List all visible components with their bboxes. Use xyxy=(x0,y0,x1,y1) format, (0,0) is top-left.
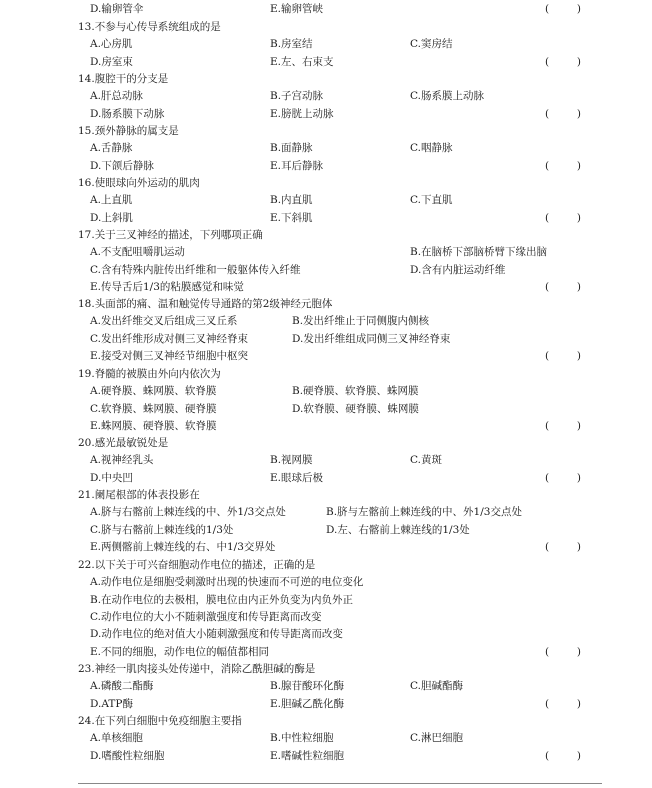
answer-option: D.上斜肌 xyxy=(90,211,133,224)
question-stem: 22.以下关于可兴奋细胞动作电位的描述，正确的是 xyxy=(78,559,316,571)
answer-option: A.舌静脉 xyxy=(90,142,133,155)
answer-option: E.两侧髂前上棘连线的右、中1/3交界处 xyxy=(90,540,276,553)
question-stem: 13.不参与心传导系统组成的是 xyxy=(78,21,221,33)
answer-option: B.房室结 xyxy=(270,38,313,51)
bottom-rule xyxy=(78,783,602,784)
answer-option: B.腺苷酸环化酶 xyxy=(270,680,345,693)
question-line xyxy=(0,36,652,53)
answer-option: E.嗜碱性粒细胞 xyxy=(270,749,345,762)
answer-option: E.蛛网膜、硬脊膜、软脊膜 xyxy=(90,419,217,432)
answer-option: C.含有特殊内脏传出纤维和一般躯体传入纤维 xyxy=(90,263,301,276)
question-line xyxy=(0,730,652,747)
bracket-open: ( xyxy=(545,280,550,293)
question-line xyxy=(0,383,652,400)
question-line xyxy=(0,313,652,330)
answer-option: E.下斜肌 xyxy=(270,211,313,224)
bracket-open: ( xyxy=(545,749,550,762)
answer-option: B.内直肌 xyxy=(270,194,313,207)
answer-option: B.脐与左髂前上棘连线的中、外1/3交点处 xyxy=(326,506,522,519)
answer-option: C.肠系膜上动脉 xyxy=(410,90,484,103)
answer-option: A.磷酸二酯酶 xyxy=(90,680,154,693)
question-line xyxy=(0,19,652,36)
question-line xyxy=(0,227,652,244)
answer-option: C.发出纤维形成对侧三叉神经脊束 xyxy=(90,332,248,345)
answer-option: C.淋巴细胞 xyxy=(410,732,463,745)
question-line xyxy=(0,348,652,365)
question-stem: 18.头面部的痛、温和触觉传导通路的第2级神经元胞体 xyxy=(78,298,333,310)
answer-option: B.中性粒细胞 xyxy=(270,732,334,745)
question-line xyxy=(0,262,652,279)
question-line xyxy=(0,418,652,435)
bracket-close: ) xyxy=(576,211,581,224)
question-line xyxy=(0,452,652,469)
answer-option: B.子宫动脉 xyxy=(270,90,324,103)
bracket-close: ) xyxy=(576,280,581,293)
answer-option: B.硬脊膜、软脊膜、蛛网膜 xyxy=(292,385,419,398)
answer-option: D.发出纤维组成同侧三叉神经脊束 xyxy=(292,332,451,345)
answer-option: E.传导舌后1/3的粘膜感觉和味觉 xyxy=(90,280,244,293)
question-line xyxy=(0,644,652,661)
answer-option: B.在脑桥下部脑桥臂下缘出脑 xyxy=(410,246,548,259)
answer-option: D.软脊膜、硬脊膜、蛛网膜 xyxy=(292,402,419,415)
answer-option: A.视神经乳头 xyxy=(90,454,154,467)
answer-option: C.下直肌 xyxy=(410,194,453,207)
answer-option: E.眼球后极 xyxy=(270,471,324,484)
answer-option: A.不支配咀嚼肌运动 xyxy=(90,246,185,259)
answer-option: A.脐与右髂前上棘连线的中、外1/3交点处 xyxy=(90,506,286,519)
answer-option: E.膀胱上动脉 xyxy=(270,107,334,120)
answer-option: E.不同的细胞，动作电位的幅值都相同 xyxy=(90,645,270,658)
question-line xyxy=(0,88,652,105)
answer-option: A.硬脊膜、蛛网膜、软脊膜 xyxy=(90,385,217,398)
question-line xyxy=(0,366,652,383)
question-line xyxy=(0,401,652,418)
answer-option: E.左、右束支 xyxy=(270,55,334,68)
question-line xyxy=(0,192,652,209)
bracket-open: ( xyxy=(545,211,550,224)
question-stem: 17.关于三叉神经的描述，下列哪项正确 xyxy=(78,229,263,241)
question-line xyxy=(0,296,652,313)
question-line xyxy=(0,574,652,591)
answer-option: D.左、右髂前上棘连线的1/3处 xyxy=(326,523,470,536)
answer-option: E.接受对侧三叉神经节细胞中枢突 xyxy=(90,349,249,362)
question-stem: 19.脊髓的被膜由外向内依次为 xyxy=(78,368,221,380)
question-line xyxy=(0,331,652,348)
answer-option: B.在动作电位的去极相，膜电位由内正外负变为内负外正 xyxy=(90,593,354,606)
question-line xyxy=(0,678,652,695)
bracket-open: ( xyxy=(545,540,550,553)
question-stem: 21.阑尾根部的体表投影在 xyxy=(78,489,200,501)
question-line xyxy=(0,592,652,609)
bracket-close: ) xyxy=(576,645,581,658)
question-line xyxy=(0,123,652,140)
bracket-open: ( xyxy=(545,3,550,15)
bracket-close: ) xyxy=(576,349,581,362)
question-line xyxy=(0,522,652,539)
answer-option: D.肠系膜下动脉 xyxy=(90,107,165,120)
answer-option: D.ATP酶 xyxy=(90,697,133,710)
bracket-close: ) xyxy=(576,55,581,68)
bracket-close: ) xyxy=(576,471,581,484)
bracket-open: ( xyxy=(545,107,550,120)
question-stem: 14.腹腔干的分支是 xyxy=(78,73,169,85)
question-line xyxy=(0,244,652,261)
answer-option: B.视网膜 xyxy=(270,454,313,467)
question-line xyxy=(0,748,652,765)
question-line xyxy=(0,175,652,192)
question-line xyxy=(0,140,652,157)
question-line xyxy=(0,626,652,643)
question-line xyxy=(0,661,652,678)
answer-option: C.脐与右髂前上棘连线的1/3处 xyxy=(90,523,234,536)
answer-option: D.房室束 xyxy=(90,55,133,68)
bracket-open: ( xyxy=(545,349,550,362)
question-stem: 23.神经一肌肉接头处传递中，消除乙酰胆碱的酶是 xyxy=(78,663,316,675)
bracket-close: ) xyxy=(576,419,581,432)
question-line xyxy=(0,487,652,504)
question-line xyxy=(0,1,652,18)
answer-option: C.窦房结 xyxy=(410,38,453,51)
answer-option: C.动作电位的大小不随刺激强度和传导距离而改变 xyxy=(90,610,322,623)
answer-option: A.肝总动脉 xyxy=(90,90,143,103)
bracket-open: ( xyxy=(545,697,550,710)
answer-option: E.胆碱乙酰化酶 xyxy=(270,697,345,710)
answer-option: A.单核细胞 xyxy=(90,732,143,745)
question-line xyxy=(0,435,652,452)
question-line xyxy=(0,557,652,574)
question-line xyxy=(0,696,652,713)
question-line xyxy=(0,713,652,730)
question-stem: 20.感光最敏锐处是 xyxy=(78,437,169,449)
question-line xyxy=(0,158,652,175)
question-line xyxy=(0,106,652,123)
answer-option: C.咽静脉 xyxy=(410,142,453,155)
bracket-open: ( xyxy=(545,55,550,68)
answer-option: D.中央凹 xyxy=(90,471,133,484)
bracket-close: ) xyxy=(576,3,581,15)
question-line xyxy=(0,279,652,296)
answer-option: B.发出纤维止于同侧腹内侧核 xyxy=(292,315,430,328)
question-line xyxy=(0,539,652,556)
question-line xyxy=(0,210,652,227)
bracket-open: ( xyxy=(545,471,550,484)
answer-option: C.黄斑 xyxy=(410,454,442,467)
answer-option: D.含有内脏运动纤维 xyxy=(410,263,506,276)
answer-option: D.下颌后静脉 xyxy=(90,159,154,172)
answer-option: E.耳后静脉 xyxy=(270,159,324,172)
bracket-open: ( xyxy=(545,645,550,658)
question-stem: 24.在下列白细胞中免疫细胞主要指 xyxy=(78,715,242,727)
question-line xyxy=(0,504,652,521)
question-stem: 16.使眼球向外运动的肌肉 xyxy=(78,177,200,189)
answer-option: B.面静脉 xyxy=(270,142,313,155)
question-line xyxy=(0,54,652,71)
bracket-close: ) xyxy=(576,749,581,762)
question-line xyxy=(0,609,652,626)
answer-option: C.软脊膜、蛛网膜、硬脊膜 xyxy=(90,402,217,415)
answer-option: E.输卵管峡 xyxy=(270,3,324,15)
bracket-close: ) xyxy=(576,540,581,553)
bracket-close: ) xyxy=(576,107,581,120)
question-line xyxy=(0,470,652,487)
answer-option: A.发出纤维交叉后组成三叉丘系 xyxy=(90,315,238,328)
bracket-close: ) xyxy=(576,697,581,710)
question-stem: 15.颈外静脉的属支是 xyxy=(78,125,179,137)
answer-option: D.动作电位的绝对值大小随刺激强度和传导距离而改变 xyxy=(90,628,343,641)
bracket-open: ( xyxy=(545,159,550,172)
bracket-open: ( xyxy=(545,419,550,432)
answer-option: A.心房肌 xyxy=(90,38,133,51)
answer-option: A.动作电位是细胞受刺激时出现的快速而不可逆的电位变化 xyxy=(90,576,364,589)
answer-option: C.胆碱酯酶 xyxy=(410,680,463,693)
question-line xyxy=(0,71,652,88)
answer-option: D.输卵管伞 xyxy=(90,3,144,15)
answer-option: D.嗜酸性粒细胞 xyxy=(90,749,165,762)
answer-option: A.上直肌 xyxy=(90,194,133,207)
bracket-close: ) xyxy=(576,159,581,172)
